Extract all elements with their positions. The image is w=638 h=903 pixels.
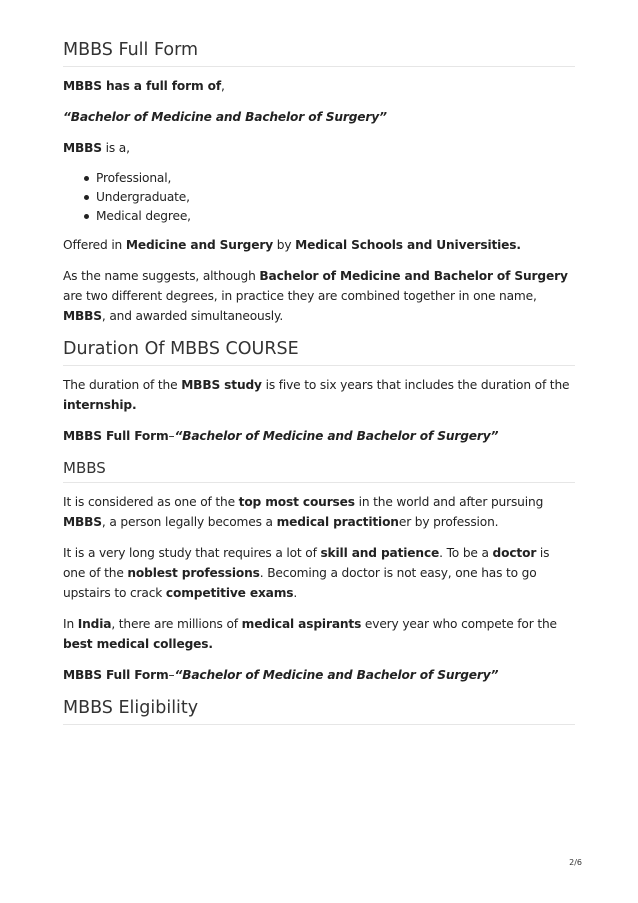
mbbs-paragraph-3: In India, there are millions of medical aspirants every year who compete for the best medical colleges. [63, 617, 557, 651]
list-item: Medical degree, [96, 207, 575, 226]
heading-eligibility: MBBS Eligibility [63, 698, 575, 725]
list-item: Undergraduate, [96, 188, 575, 207]
intro-paragraph [63, 76, 575, 96]
full-form-quote [63, 107, 575, 127]
page-number: 2/6 [569, 858, 582, 867]
offered-paragraph: Offered in Medicine and Surgery by Medical Schools and Universities. [63, 238, 521, 252]
bullet-icon [84, 176, 89, 181]
full-form-quote-text: “Bachelor of Medicine and Bachelor of Surgery” [63, 110, 387, 124]
document-page [63, 40, 575, 734]
duration-full-form-line: MBBS Full Form–“Bachelor of Medicine and Bachelor of Surgery” [63, 429, 499, 443]
name-paragraph: As the name suggests, although Bachelor of Medicine and Bachelor of Surgery are two different degrees, in practice they are combined together in one name, MBBS, and awarded simultaneously. [63, 269, 568, 323]
bullet-icon [84, 195, 89, 200]
intro-bold: MBBS has a full form of [63, 79, 222, 93]
heading-mbbs: MBBS [63, 459, 575, 483]
is-a-bold: MBBS [63, 141, 102, 155]
duration-paragraph: The duration of the MBBS study is five to six years that includes the duration of the internship. [63, 378, 570, 412]
intro-tail: , [221, 79, 225, 93]
mbbs-full-form-line: MBBS Full Form–“Bachelor of Medicine and Bachelor of Surgery” [63, 668, 499, 682]
is-a-paragraph [63, 138, 575, 158]
mbbs-paragraph-1: It is considered as one of the top most courses in the world and after pursuing MBBS, a person legally becomes a medical practitioner by profession. [63, 495, 544, 529]
heading-mbbs-full-form: MBBS Full Form [63, 40, 575, 67]
list-item: Professional, [96, 169, 575, 188]
mbbs-paragraph-2: It is a very long study that requires a lot of skill and patience. To be a doctor is one of the noblest professions. Becoming a doctor is not easy, one has to go upstairs to crack competitive exams. [63, 546, 550, 600]
heading-duration: Duration Of MBBS COURSE [63, 339, 575, 366]
bullet-icon [84, 214, 89, 219]
degree-type-list [63, 169, 575, 226]
is-a-tail: is a, [101, 141, 130, 155]
